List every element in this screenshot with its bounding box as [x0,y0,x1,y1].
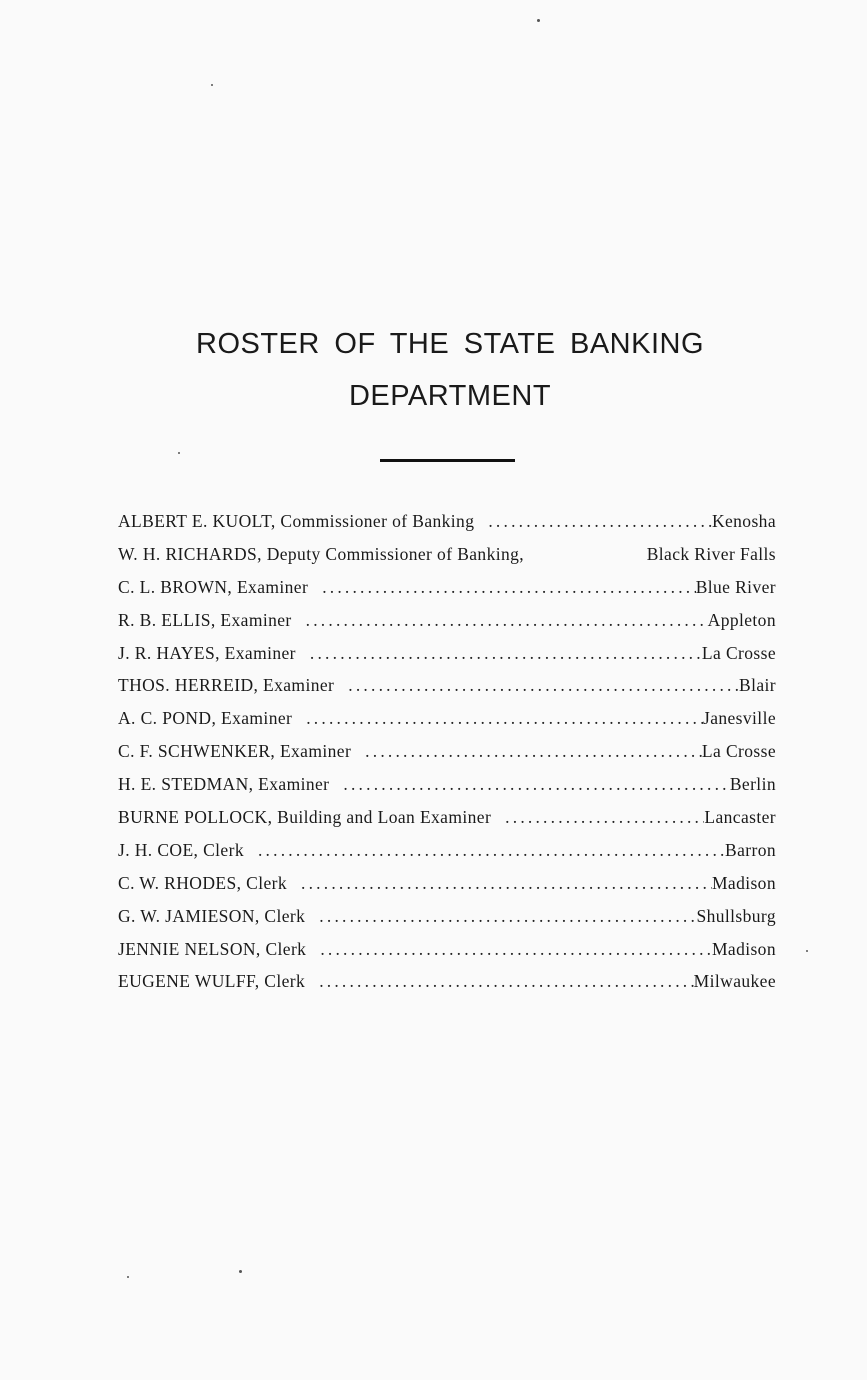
dot-leader [306,604,708,637]
roster-entry-name: JENNIE NELSON, Clerk [118,938,307,959]
roster-entry-name: W. H. RICHARDS, Deputy Commissioner of Banking, [118,543,525,564]
dot-leader [322,571,696,604]
roster-entry [118,571,776,604]
roster-entry [118,801,776,834]
scan-speck [127,1276,129,1278]
roster-entry-place: Blue River [695,576,776,597]
roster-entry [118,702,776,735]
roster-entry-name: R. B. ELLIS, Examiner [118,609,292,630]
roster-entry [118,834,776,867]
roster-entry [118,735,776,768]
roster-entry-name: J. H. COE, Clerk [118,839,244,860]
dot-leader [319,965,693,998]
dot-leader [306,702,703,735]
roster-entry [118,768,776,801]
dot-leader [258,834,725,867]
scan-speck [806,950,808,952]
roster-entry [118,900,776,933]
roster-entry [118,538,776,571]
roster-entry-place: Black River Falls [646,543,776,564]
dot-leader [343,768,729,801]
roster-entry-place: Appleton [707,609,776,630]
roster-entry-place: Blair [739,675,776,696]
dot-leader [348,669,739,702]
roster-entry [118,505,776,538]
dot-leader [488,505,712,538]
roster-entry-place: Milwaukee [693,971,776,992]
roster-entry-place: Madison [711,938,776,959]
roster-entry-place: Kenosha [711,511,776,531]
roster-entry-place: La Crosse [701,642,776,663]
dot-leader [365,735,702,768]
roster-entry-name: C. F. SCHWENKER, Examiner [118,741,352,762]
roster-entry-place: Berlin [729,774,776,795]
roster-entry-place: Shullsburg [696,905,776,926]
roster-entry-place: Lancaster [704,807,776,828]
roster-entry-place: La Crosse [701,741,776,762]
scan-speck [211,84,213,86]
roster-entry-name: ALBERT E. KUOLT, Commissioner of Banking [118,511,475,531]
roster-entry-name: G. W. JAMIESON, Clerk [118,905,306,926]
roster-list [118,505,776,998]
roster-entry-name: C. L. BROWN, Examiner [118,576,309,597]
roster-entry-name: C. W. RHODES, Clerk [118,872,288,893]
page-title-line-1: ROSTER OF THE STATE BANKING [196,328,704,360]
roster-entry [118,669,776,702]
roster-entry-name: BURNE POLLOCK, Building and Loan Examiner [118,807,492,828]
roster-entry-place: Madison [711,872,776,893]
scan-speck [537,19,540,22]
page-title-line-2: DEPARTMENT [348,380,552,412]
title-rule [380,459,515,462]
dot-leader [301,867,712,900]
dot-leader [310,637,702,670]
roster-entry-name: A. C. POND, Examiner [118,708,293,729]
roster-entry [118,637,776,670]
roster-entry [118,604,776,637]
dot-leader [505,801,704,834]
roster-entry-place: Janesville [702,708,776,729]
roster-entry-name: THOS. HERREID, Examiner [118,675,335,696]
roster-entry [118,965,776,998]
roster-entry-name: J. R. HAYES, Examiner [118,642,296,663]
scan-speck [239,1270,242,1273]
roster-entry-place: Barron [725,839,776,860]
roster-entry-name: H. E. STEDMAN, Examiner [118,774,330,795]
roster-entry [118,867,776,900]
scan-speck [178,452,180,454]
dot-leader [319,900,696,933]
dot-leader [320,933,712,966]
roster-entry-name: EUGENE WULFF, Clerk [118,971,306,992]
roster-entry [118,933,776,966]
